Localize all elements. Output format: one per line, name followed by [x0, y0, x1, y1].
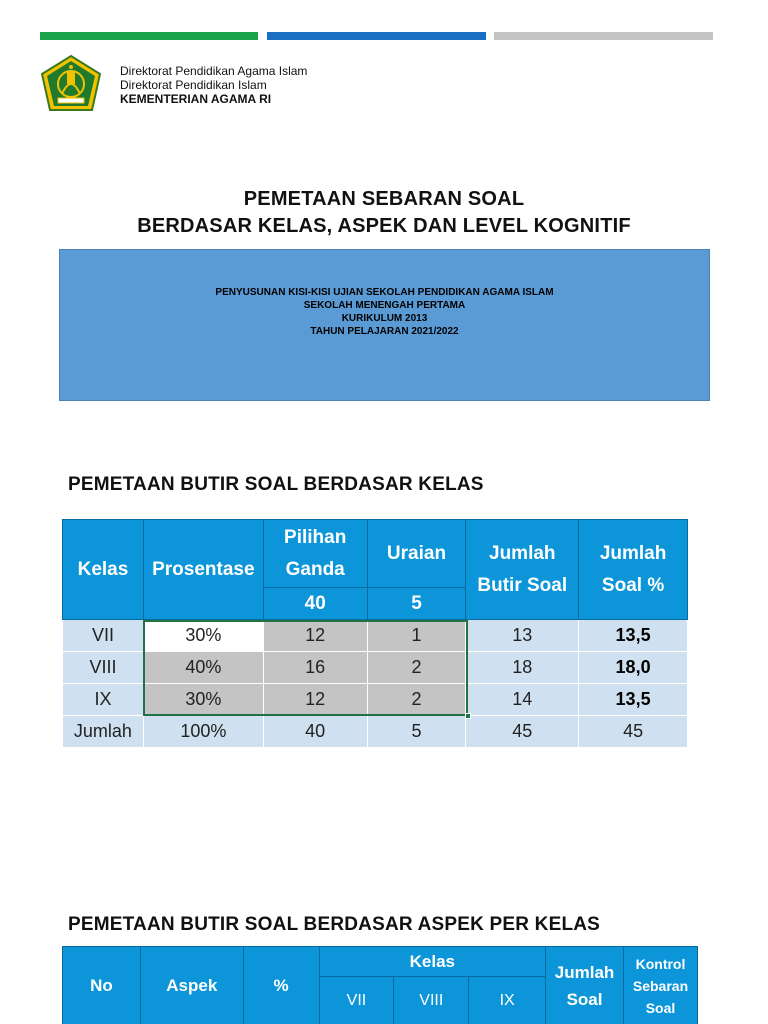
- jbs-label-1: Jumlah: [489, 542, 556, 564]
- section-title-kelas: PEMETAAN BUTIR SOAL BERDASAR KELAS: [68, 474, 484, 495]
- info-line-4: TAHUN PELAJARAN 2021/2022: [310, 326, 459, 337]
- cell-pg[interactable]: 40: [263, 716, 367, 748]
- jsp-label-2: Soal %: [601, 574, 665, 596]
- col-header-vii: VII: [319, 977, 394, 1024]
- col-header-jumlah-soal: [546, 947, 624, 1024]
- kontrol-label-3: Soal: [645, 999, 676, 1016]
- table-row: [63, 620, 688, 652]
- header-line-2: Direktorat Pendidikan Islam: [120, 78, 267, 92]
- cell-pg[interactable]: 12: [263, 684, 367, 716]
- col-header-no: No: [63, 947, 141, 1024]
- header-line-1: Direktorat Pendidikan Agama Islam: [120, 64, 308, 78]
- pg-label-1: Pilihan: [284, 526, 347, 548]
- cell-prosentase[interactable]: 30%: [143, 620, 263, 652]
- uraian-total-header: 5: [367, 588, 466, 620]
- table-row-total: [63, 716, 688, 748]
- fill-handle[interactable]: [465, 713, 471, 719]
- col-header-kelas-group: Kelas: [319, 947, 546, 977]
- info-line-2: SEKOLAH MENENGAH PERTAMA: [303, 300, 466, 311]
- info-box-text: [60, 286, 709, 338]
- title-line-1: PEMETAAN SEBARAN SOAL: [243, 188, 525, 210]
- col-header-kelas: Kelas: [63, 520, 144, 620]
- cell-jumlah-butir[interactable]: 18: [466, 652, 579, 684]
- cell-jumlah-persen[interactable]: 13,5: [579, 684, 688, 716]
- cell-kelas[interactable]: VII: [63, 620, 144, 652]
- col-header-uraian: Uraian: [367, 520, 466, 588]
- section-title-aspek: PEMETAAN BUTIR SOAL BERDASAR ASPEK PER KELAS: [68, 914, 601, 935]
- col-header-jumlah-persen: [579, 520, 688, 620]
- aspek-table: [62, 946, 698, 1024]
- col-header-viii: VIII: [394, 977, 469, 1024]
- col-header-persen: %: [243, 947, 319, 1024]
- col-header-prosentase: Prosentase: [143, 520, 263, 620]
- cell-uraian[interactable]: 5: [367, 716, 466, 748]
- cell-kelas[interactable]: Jumlah: [63, 716, 144, 748]
- info-box: [59, 249, 710, 401]
- jsp-label-1: Jumlah: [599, 542, 667, 564]
- cell-prosentase[interactable]: 30%: [143, 684, 263, 716]
- top-bar-green: [40, 32, 258, 40]
- organization-header: [120, 64, 307, 106]
- info-line-1: PENYUSUNAN KISI-KISI UJIAN SEKOLAH PENDIDIKAN AGAMA ISLAM: [215, 287, 554, 298]
- table-row: [63, 652, 688, 684]
- jumlah-label-1: Jumlah: [554, 962, 615, 982]
- table-row: [63, 684, 688, 716]
- cell-jumlah-butir[interactable]: 14: [466, 684, 579, 716]
- jbs-label-2: Butir Soal: [477, 574, 568, 596]
- cell-jumlah-persen[interactable]: 45: [579, 716, 688, 748]
- cell-jumlah-persen[interactable]: 13,5: [579, 620, 688, 652]
- pg-total-header: 40: [263, 588, 367, 620]
- title-line-2: BERDASAR KELAS, ASPEK DAN LEVEL KOGNITIF: [137, 215, 631, 237]
- top-bar-gray: [494, 32, 713, 40]
- page-title: [0, 186, 768, 240]
- kontrol-label-1: Kontrol: [635, 955, 686, 972]
- cell-pg[interactable]: 16: [263, 652, 367, 684]
- cell-jumlah-butir[interactable]: 45: [466, 716, 579, 748]
- cell-kelas[interactable]: IX: [63, 684, 144, 716]
- info-line-3: KURIKULUM 2013: [341, 313, 428, 324]
- cell-uraian[interactable]: 1: [367, 620, 466, 652]
- jumlah-label-2: Soal: [566, 989, 603, 1009]
- cell-jumlah-persen[interactable]: 18,0: [579, 652, 688, 684]
- cell-pg[interactable]: 12: [263, 620, 367, 652]
- header-line-3: KEMENTERIAN AGAMA RI: [120, 92, 272, 106]
- col-header-ix: IX: [469, 977, 546, 1024]
- pg-label-2: Ganda: [285, 558, 345, 580]
- col-header-aspek: Aspek: [140, 947, 243, 1024]
- cell-prosentase[interactable]: 40%: [143, 652, 263, 684]
- kontrol-label-2: Sebaran: [632, 977, 689, 994]
- col-header-kontrol: [624, 947, 698, 1024]
- col-header-jumlah-butir: [466, 520, 579, 620]
- cell-kelas[interactable]: VIII: [63, 652, 144, 684]
- kemenag-logo-icon: [38, 54, 104, 116]
- top-bar-blue: [267, 32, 486, 40]
- cell-prosentase[interactable]: 100%: [143, 716, 263, 748]
- col-header-pilihan-ganda: [263, 520, 367, 588]
- cell-uraian[interactable]: 2: [367, 652, 466, 684]
- cell-uraian[interactable]: 2: [367, 684, 466, 716]
- kelas-table: [62, 519, 688, 748]
- cell-jumlah-butir[interactable]: 13: [466, 620, 579, 652]
